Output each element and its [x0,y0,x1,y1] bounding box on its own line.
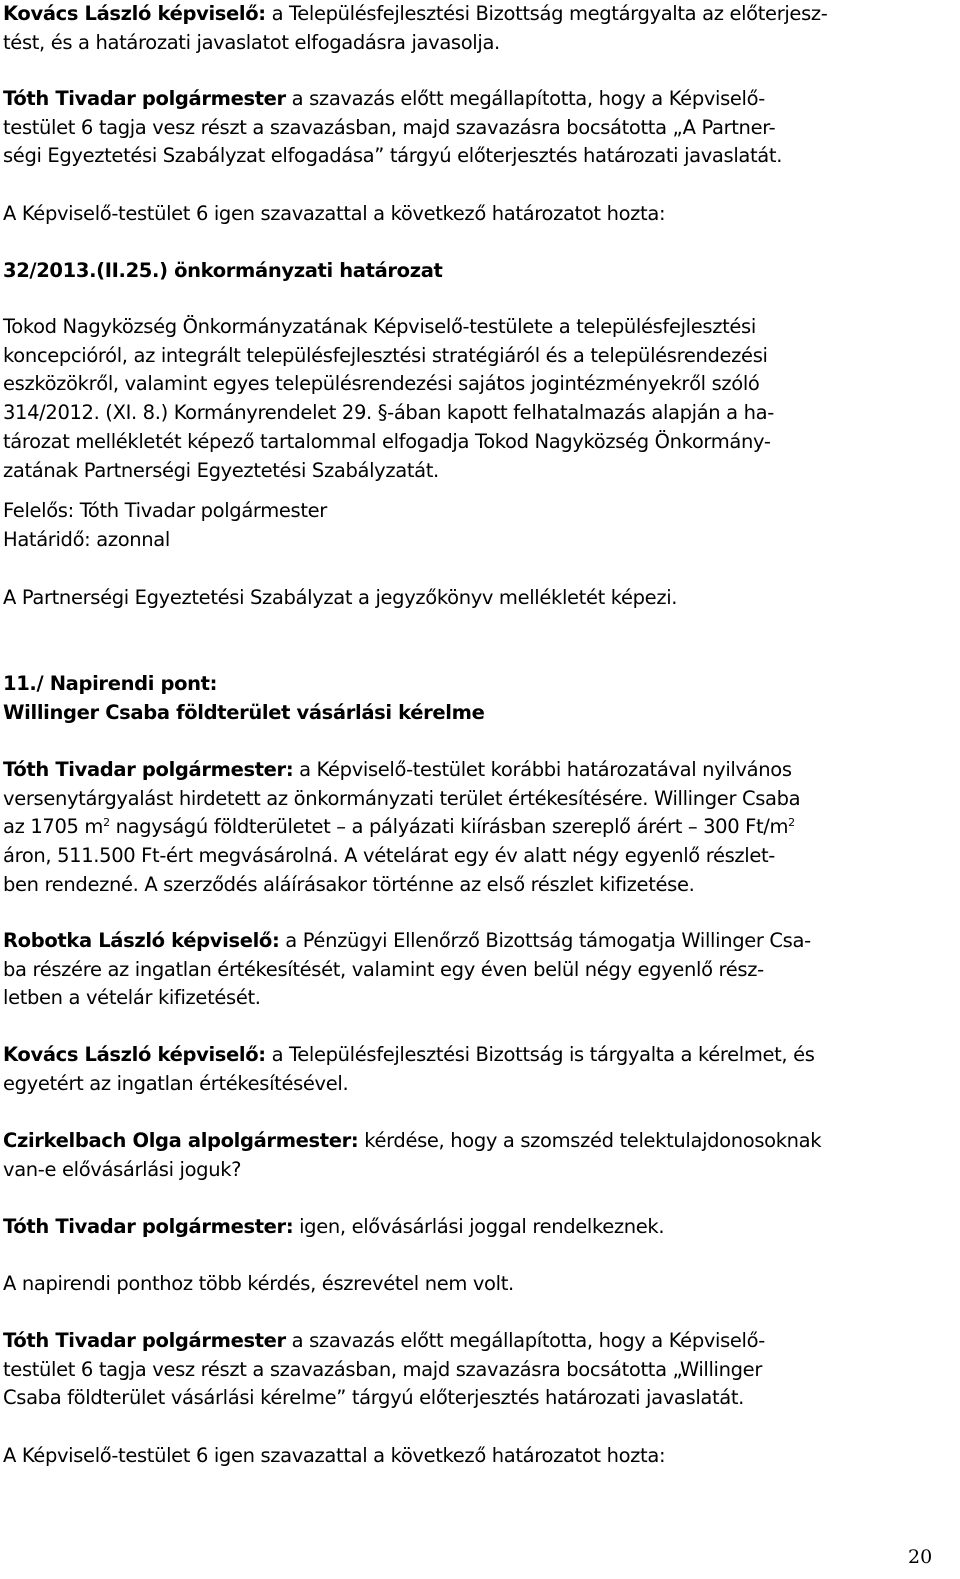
agenda-number: 11./ Napirendi pont: [3,672,218,695]
paragraph-robotka: Robotka László képviselő: a Pénzügyi Ellenőrző Bizottság támogatja Willinger Csa- ba részére az ingatlan értékesítését, valamint egy éven belül négy egyenlő rész- letben a vételár kifizetését. [3,929,811,1010]
annex-note: A Partnerségi Egyeztetési Szabályzat a jegyzőkönyv mellékletét képezi. [3,586,678,609]
vote-result-2: A Képviselő-testület 6 igen szavazattal a következő határozatot hozta: [3,1444,666,1467]
paragraph-czirkelbach: Czirkelbach Olga alpolgármester: kérdése, hogy a szomszéd telektulajdonosoknak van-e elővásárlási joguk? [3,1129,822,1181]
resolution-text: Tokod Nagyközség Önkormányzatának Képviselő-testülete a településfejlesztési koncepcióról, az integrált településfejlesztési stratégiáról és a településrendezési eszközökről, valamint egyes településrendezési sajátos jogintézményekről szóló 314/2012. (XI. 8.) Kormányrendelet 29. §-ában kapott felhatalmazás alapján a ha- tározat mellékletét képező tartalommal elfogadja Tokod Nagyközség Önkormány- zatának Partnerségi Egyeztetési Szabályzatát. [3,315,774,482]
vote-result-1: A Képviselő-testület 6 igen szavazattal a következő határozatot hozta: [3,202,666,225]
paragraph-toth-vote-2: Tóth Tivadar polgármester a szavazás előtt megállapította, hogy a Képviselő- testület 6 tagja vesz részt a szavazásban, majd szavazásra bocsátotta „Willinger Csaba földterület vásárlási kérelme” tárgyú előterjesztés határozati javaslatát. [3,1329,765,1410]
paragraph-toth-land: Tóth Tivadar polgármester: a Képviselő-testület korábbi határozatával nyilvános versenytárgyalást hirdetett az önkormányzati terület értékesítésére. Willinger Csaba az 1705 $m^2$ nagyságú földterületet – a pályázati kiírásban szereplő árért – 300 $Ft/m^2$ áron, 511.500 Ft-ért megvásárolná. A vételárat egy év alatt négy egyenlő részlet- ben rendezné. A szerződés aláírásakor történne az első részlet kifizetése. [3,758,801,896]
agenda-title: Willinger Csaba földterület vásárlási kérelme [3,701,485,724]
paragraph-kovacs-1: Kovács László képviselő: a Településfejlesztési Bizottság megtárgyalta az előterjesz- tést, és a határozati javaslatot elfogadásra javasolja. [3,2,828,54]
paragraph-toth-vote-1: Tóth Tivadar polgármester a szavazás előtt megállapította, hogy a Képviselő- testület 6 tagja vesz részt a szavazásban, majd szavazásra bocsátotta „A Partner- ségi Egyeztetési Szabályzat elfogadása” tárgyú előterjesztés határozati javaslatát. [3,87,783,168]
responsible-line: Felelős: Tóth Tivadar polgármester [3,499,327,522]
no-more-questions: A napirendi ponthoz több kérdés, észrevétel nem volt. [3,1272,514,1295]
paragraph-kovacs-2: Kovács László képviselő: a Településfejlesztési Bizottság is tárgyalta a kérelmet, és egyetért az ingatlan értékesítésével. [3,1043,815,1095]
page-number: 20 [908,1546,933,1568]
resolution-title: 32/2013.(II.25.) önkormányzati határozat [3,259,443,282]
paragraph-toth-answer: Tóth Tivadar polgármester: igen, elővásárlási joggal rendelkeznek. [3,1215,665,1238]
deadline-line: Határidő: azonnal [3,528,170,551]
